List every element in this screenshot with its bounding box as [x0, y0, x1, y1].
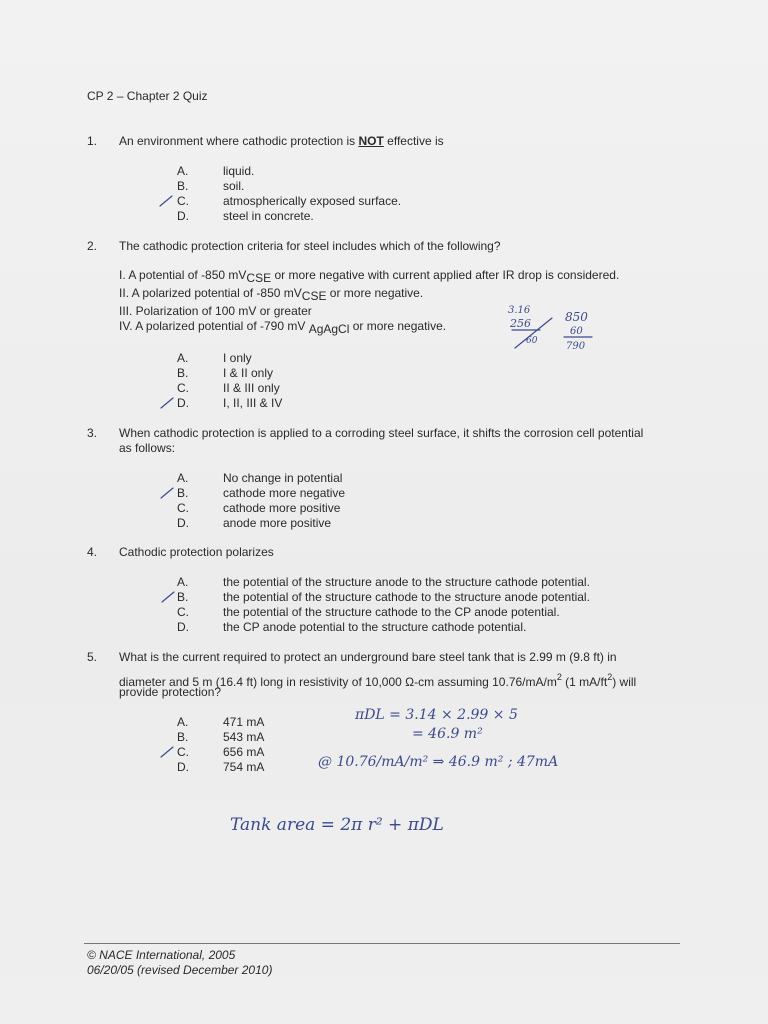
hw-area2: = 46.9 m² — [412, 726, 483, 742]
option-letter: A. — [177, 575, 189, 589]
copyright: © NACE International, 2005 — [87, 948, 236, 962]
option-text: No change in potential — [223, 471, 343, 485]
hw-area3: @ 10.76/mA/m² ⇒ 46.9 m² ; 47mA — [318, 754, 559, 770]
option-text: cathode more negative — [223, 486, 346, 500]
option-text: the potential of the structure cathode to the CP anode potential. — [223, 605, 560, 619]
question-number: 2. — [87, 239, 98, 253]
option-text: steel in concrete. — [223, 209, 314, 223]
question-number: 4. — [87, 545, 98, 559]
q5-line2-a: diameter and 5 m (16.4 ft) long in resistivity of 10,000 Ω-cm assuming 10.76/mA/m — [119, 675, 557, 689]
option-text: the CP anode potential to the structure cathode potential. — [223, 620, 527, 634]
criteria-post: or more negative. — [349, 319, 447, 333]
option-letter: B. — [177, 730, 189, 744]
q1-checkmark — [160, 196, 172, 206]
hw-calc1: 3.16 — [508, 305, 531, 316]
criteria-sub: AgAgCl — [308, 322, 350, 336]
option-text: atmospherically exposed surface. — [223, 194, 402, 208]
hw-calc4: 850 — [565, 310, 588, 324]
option-letter: D. — [177, 620, 189, 634]
option-letter: B. — [177, 590, 189, 604]
q1-emphasis: NOT — [358, 134, 384, 148]
question-5-line1: What is the current required to protect an underground bare steel tank that is 2.99 m (9.8 ft) in — [119, 650, 617, 664]
option-letter: D. — [177, 396, 189, 410]
criteria-post: or more negative. — [326, 286, 424, 300]
option-letter: D. — [177, 760, 189, 774]
question-2-text: The cathodic protection criteria for steel includes which of the following? — [119, 239, 501, 253]
question-number: 5. — [87, 650, 98, 664]
hw-calc6: 790 — [566, 341, 586, 352]
hw-calc3: 60 — [526, 336, 538, 346]
hw-calc5: 60 — [570, 326, 583, 337]
q1-post: effective is — [383, 134, 444, 148]
q1-pre: An environment where cathodic protection is — [119, 134, 359, 148]
option-text: 754 mA — [223, 760, 265, 774]
option-text: the potential of the structure cathode to the structure anode potential. — [223, 590, 590, 604]
option-letter: C. — [177, 501, 189, 515]
footer-divider — [84, 943, 680, 944]
option-text: I, II, III & IV — [223, 396, 283, 410]
option-text: 656 mA — [223, 745, 265, 759]
question-3-line1: When cathodic protection is applied to a corroding steel surface, it shifts the corrosion cell potential — [119, 426, 644, 440]
option-letter: A. — [177, 351, 189, 365]
hw-calc2: 256 — [510, 317, 531, 330]
option-letter: D. — [177, 516, 189, 530]
criteria-sub: CSE — [246, 271, 272, 285]
option-text: cathode more positive — [223, 501, 341, 515]
criteria-sub: CSE — [301, 289, 327, 303]
page-title: CP 2 – Chapter 2 Quiz — [87, 89, 208, 103]
question-5-line3: provide protection? — [119, 685, 222, 699]
option-text: I & II only — [223, 366, 274, 380]
question-4-text: Cathodic protection polarizes — [119, 545, 274, 559]
q5-line2-c: ) will — [612, 675, 637, 689]
option-text: anode more positive — [223, 516, 332, 530]
superscript: 2 — [607, 672, 613, 682]
q5-checkmark — [161, 747, 173, 757]
option-text: liquid. — [223, 164, 255, 178]
q2-checkmark — [161, 398, 173, 408]
q4-checkmark — [162, 592, 174, 602]
option-letter: B. — [177, 366, 189, 380]
criteria-pre: IV. A polarized potential of -790 mV — [119, 319, 309, 333]
option-text: soil. — [223, 179, 245, 193]
question-number: 1. — [87, 134, 98, 148]
criteria-post: or more negative with current applied after IR drop is considered. — [271, 268, 620, 282]
option-text: the potential of the structure anode to the structure cathode potential. — [223, 575, 590, 589]
option-text: 543 mA — [223, 730, 265, 744]
option-text: II & III only — [223, 381, 280, 395]
option-letter: D. — [177, 209, 189, 223]
option-text: 471 mA — [223, 715, 265, 729]
question-number: 3. — [87, 426, 98, 440]
question-3-line2: as follows: — [119, 441, 176, 455]
option-letter: A. — [177, 715, 189, 729]
criteria-pre: III. Polarization of 100 mV or greater — [119, 304, 312, 318]
q5-line2-b: (1 mA/ft — [561, 675, 608, 689]
option-letter: C. — [177, 194, 189, 208]
q3-checkmark — [161, 488, 173, 498]
option-letter: A. — [177, 164, 189, 178]
criteria-pre: II. A polarized potential of -850 mV — [119, 286, 302, 300]
option-letter: B. — [177, 179, 189, 193]
hw-tank: Tank area = 2π r² + πDL — [230, 815, 444, 835]
option-text: I only — [223, 351, 252, 365]
option-letter: C. — [177, 745, 189, 759]
superscript: 2 — [556, 672, 562, 682]
option-letter: C. — [177, 381, 189, 395]
option-letter: B. — [177, 486, 189, 500]
option-letter: C. — [177, 605, 189, 619]
revision-date: 06/20/05 (revised December 2010) — [87, 963, 273, 977]
option-letter: A. — [177, 471, 189, 485]
hw-area1: πDL = 3.14 × 2.99 × 5 — [355, 707, 518, 723]
criteria-pre: I. A potential of -850 mV — [119, 268, 247, 282]
